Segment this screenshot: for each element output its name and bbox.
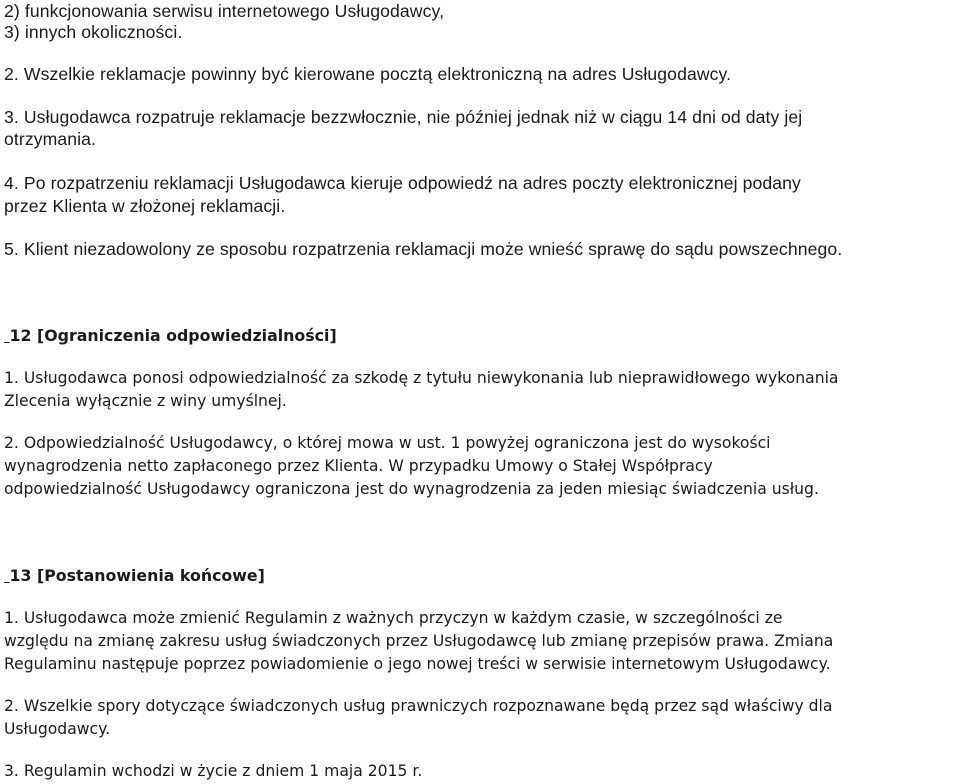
section-13-p2-line-1: 2. Wszelkie spory dotyczące świadczonych usług prawniczych rozpoznawane będą przez sąd właściwy dla bbox=[4, 697, 833, 715]
paragraph-3-line-2: otrzymania. bbox=[4, 129, 97, 149]
section-13-p1-line-2: względu na zmianę zakresu usług świadczonych przez Usługodawcę lub zmianę przepisów prawa. Zmiana bbox=[4, 632, 834, 650]
section-12-p2-line-1: 2. Odpowiedzialność Usługodawcy, o której mowa w ust. 1 powyżej ograniczona jest do wysokości bbox=[4, 434, 771, 452]
section-13-p3: 3. Regulamin wchodzi w życie z dniem 1 maja 2015 r. bbox=[4, 762, 423, 780]
paragraph-3-line-1: 3. Usługodawca rozpatruje reklamacje bezzwłocznie, nie później jednak niż w ciągu 14 dni od daty jej bbox=[4, 107, 803, 127]
section-12-heading bbox=[4, 325, 337, 347]
section-13-p2-line-2: Usługodawcy. bbox=[4, 720, 111, 738]
section-12-p1-line-1: 1. Usługodawca ponosi odpowiedzialność za szkodę z tytułu niewykonania lub nieprawidłowego wykonania bbox=[4, 369, 839, 387]
list-item: 2) funkcjonowania serwisu internetowego Usługodawcy, bbox=[4, 1, 445, 21]
section-13-heading-text: 13 [Postanowienia końcowe] bbox=[9, 566, 265, 585]
section-12-p1-line-2: Zlecenia wyłącznie z winy umyślnej. bbox=[4, 392, 287, 410]
section-13-heading bbox=[4, 565, 265, 587]
paragraph-4-line-1: 4. Po rozpatrzeniu reklamacji Usługodawca kieruje odpowiedź na adres poczty elektronicznej podany bbox=[4, 173, 801, 193]
paragraph-2: 2. Wszelkie reklamacje powinny być kierowane pocztą elektroniczną na adres Usługodawcy. bbox=[4, 64, 732, 84]
section-12-p2-line-2: wynagrodzenia netto zapłaconego przez Klienta. W przypadku Umowy o Stałej Współpracy bbox=[4, 457, 713, 475]
section-12-heading-text: 12 [Ograniczenia odpowiedzialności] bbox=[9, 326, 337, 345]
section-13-p1-line-1: 1. Usługodawca może zmienić Regulamin z ważnych przyczyn w każdym czasie, w szczególności ze bbox=[4, 609, 783, 627]
paragraph-5: 5. Klient niezadowolony ze sposobu rozpatrzenia reklamacji może wnieść sprawę do sądu powszechnego. bbox=[4, 239, 843, 259]
paragraph-4-line-2: przez Klienta w złożonej reklamacji. bbox=[4, 196, 286, 216]
section-12-p2-line-3: odpowiedzialność Usługodawcy ograniczona jest do wynagrodzenia za jeden miesiąc świadczenia usług. bbox=[4, 480, 819, 498]
section-13-p1-line-3: Regulaminu następuje poprzez powiadomienie o jego nowej treści w serwisie internetowym Usługodawcy. bbox=[4, 655, 831, 673]
list-item: 3) innych okoliczności. bbox=[4, 22, 183, 42]
